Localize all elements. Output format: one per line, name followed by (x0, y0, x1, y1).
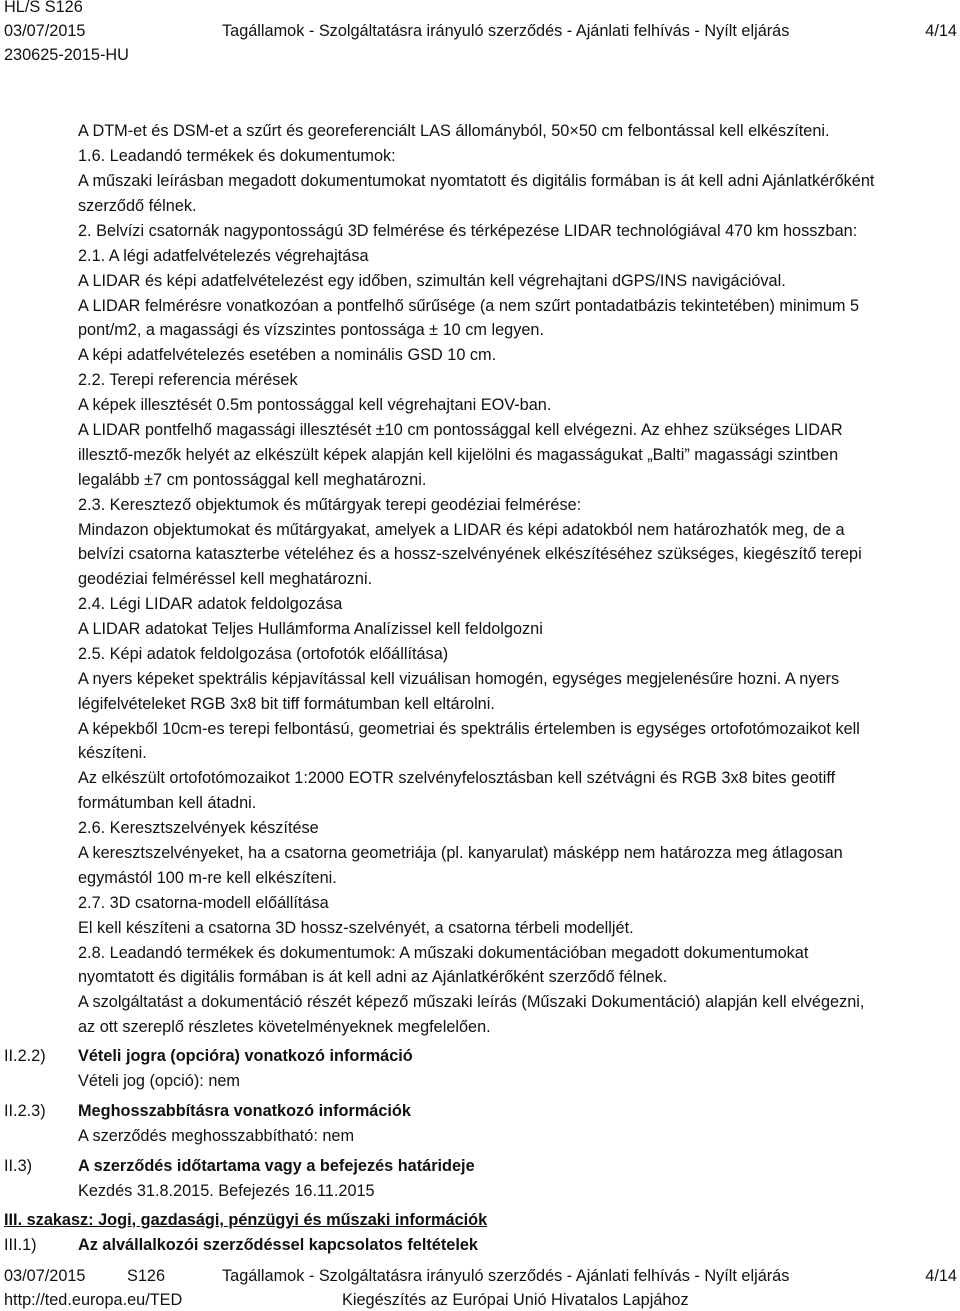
body-line: 1.6. Leadandó termékek és dokumentumok: (78, 147, 396, 165)
body-line: 2.7. 3D csatorna-modell előállítása (78, 894, 329, 912)
body-line: A LIDAR adatokat Teljes Hullámforma Analízissel kell feldolgozni (78, 620, 543, 638)
body-line: egymástól 100 m-re kell elkészíteni. (78, 869, 337, 887)
body-line: El kell készíteni a csatorna 3D hossz-szelvényét, a csatorna térbeli modelljét. (78, 919, 634, 937)
body-line: 2.2. Terepi referencia mérések (78, 371, 298, 389)
body-line: A DTM-et és DSM-et a szűrt és georeferenciált LAS állományból, 50×50 cm felbontással kell elkészíteni. (78, 122, 830, 140)
body-line: Mindazon objektumokat és műtárgyakat, amelyek a LIDAR és képi adatokból nem határozhatók meg, de a (78, 521, 845, 539)
section-heading: Meghosszabbításra vonatkozó információk (78, 1102, 411, 1120)
footer-code: S126 (127, 1267, 166, 1285)
body-line: legalább ±7 cm pontossággal kell meghatározni. (78, 471, 427, 489)
part-heading: III. szakasz: Jogi, gazdasági, pénzügyi és műszaki információk (4, 1211, 488, 1229)
section-label: II.3) (4, 1157, 33, 1175)
header-ref: 230625-2015-HU (4, 46, 129, 64)
body-line: 2.3. Keresztező objektumok és műtárgyak terepi geodéziai felmérése: (78, 496, 582, 514)
body-line: A képek illesztését 0.5m pontossággal kell végrehajtani EOV-ban. (78, 396, 552, 414)
subsection-label: III.1) (4, 1236, 37, 1254)
section-text: Vételi jog (opció): nem (78, 1072, 240, 1090)
body-line: illesztő-mezők helyét az elkészült képek alapján kell kijelölni és magasságukat „Balti” magassági szintben (78, 446, 839, 464)
body-line: A szolgáltatást a dokumentáció részét képező műszaki leírás (Műszaki Dokumentáció) alapján kell elvégezni, (78, 993, 865, 1011)
body-line: légifelvételeket RGB 3x8 bit tiff formátumban kell eltárolni. (78, 695, 495, 713)
body-line: 2.8. Leadandó termékek és dokumentumok: A műszaki dokumentációban megadott dokumentumokat (78, 944, 809, 962)
section-label: II.2.3) (4, 1102, 46, 1120)
doc-code: HL/S S126 (4, 0, 83, 16)
body-line: az ott szereplő részletes követelményeknek megfelelően. (78, 1018, 491, 1036)
subsection-heading: Az alvállalkozói szerződéssel kapcsolatos feltételek (78, 1236, 478, 1254)
section-text: A szerződés meghosszabbítható: nem (78, 1127, 355, 1145)
body-line: nyomtatott és digitális formában is át kell adni az Ajánlatkérőként szerződő félnek. (78, 968, 668, 986)
section-label: II.2.2) (4, 1047, 46, 1065)
body-line: geodéziai felméréssel kell meghatározni. (78, 570, 373, 588)
header-title: Tagállamok - Szolgáltatásra irányuló szerződés - Ajánlati felhívás - Nyílt eljárás (222, 22, 790, 40)
body-line: 2.5. Képi adatok feldolgozása (ortofotók előállítása) (78, 645, 449, 663)
body-line: 2.6. Keresztszelvények készítése (78, 819, 319, 837)
header-date: 03/07/2015 (4, 22, 86, 40)
body-line: formátumban kell átadni. (78, 794, 257, 812)
section-heading: A szerződés időtartama vagy a befejezés határideje (78, 1157, 475, 1175)
body-line: pont/m2, a magassági és vízszintes pontossága ± 10 cm legyen. (78, 321, 544, 339)
body-line: A LIDAR pontfelhő magassági illesztését ±10 cm pontossággal kell elvégezni. Az ehhez szükséges LIDAR (78, 421, 843, 439)
footer-page: 4/14 (925, 1267, 957, 1285)
body-line: 2.4. Légi LIDAR adatok feldolgozása (78, 595, 343, 613)
body-line: A LIDAR felmérésre vonatkozóan a pontfelhő sűrűsége (a nem szűrt pontadatbázis tekintetében) minimum 5 (78, 297, 860, 315)
body-line: A műszaki leírásban megadott dokumentumokat nyomtatott és digitális formában is át kell adni Ajánlatkérőként (78, 172, 875, 190)
body-line: A nyers képeket spektrális képjavítással kell vizuálisan homogén, egységes megjelenésűre hozni. A nyers (78, 670, 840, 688)
body-line: 2. Belvízi csatornák nagypontosságú 3D felmérése és térképezése LIDAR technológiával 470 km hosszban: (78, 222, 858, 240)
body-line: A képekből 10cm-es terepi felbontású, geometriai és spektrális értelemben is egységes ortofotómozaikot kell (78, 720, 860, 738)
section-text: Kezdés 31.8.2015. Befejezés 16.11.2015 (78, 1182, 375, 1200)
body-line: A képi adatfelvételezés esetében a nominális GSD 10 cm. (78, 346, 497, 364)
body-line: belvízi csatorna kataszterbe vételéhez és a hossz-szelvényének elkészítéséhez szükséges, kiegészítő terepi (78, 545, 862, 563)
body-line: A LIDAR és képi adatfelvételezést egy időben, szimultán kell végrehajtani dGPS/INS navigációval. (78, 272, 786, 290)
body-line: szerződő félnek. (78, 197, 197, 215)
body-line: 2.1. A légi adatfelvételezés végrehajtása (78, 247, 369, 265)
body-line: készíteni. (78, 744, 147, 762)
footer-date: 03/07/2015 (4, 1267, 86, 1285)
footer-url[interactable]: http://ted.europa.eu/TED (4, 1291, 183, 1309)
body-line: Az elkészült ortofotómozaikot 1:2000 EOTR szelvényfelosztásban kell szétvágni és RGB 3x8 bites geotiff (78, 769, 836, 787)
header-page: 4/14 (925, 22, 957, 40)
footer-title: Tagállamok - Szolgáltatásra irányuló szerződés - Ajánlati felhívás - Nyílt eljárás (222, 1267, 790, 1285)
body-line: A keresztszelvényeket, ha a csatorna geometriája (pl. kanyarulat) másképp nem határozza meg átlagosan (78, 844, 843, 862)
section-heading: Vételi jogra (opcióra) vonatkozó információ (78, 1047, 413, 1065)
footer-publisher: Kiegészítés az Európai Unió Hivatalos Lapjához (342, 1291, 689, 1309)
